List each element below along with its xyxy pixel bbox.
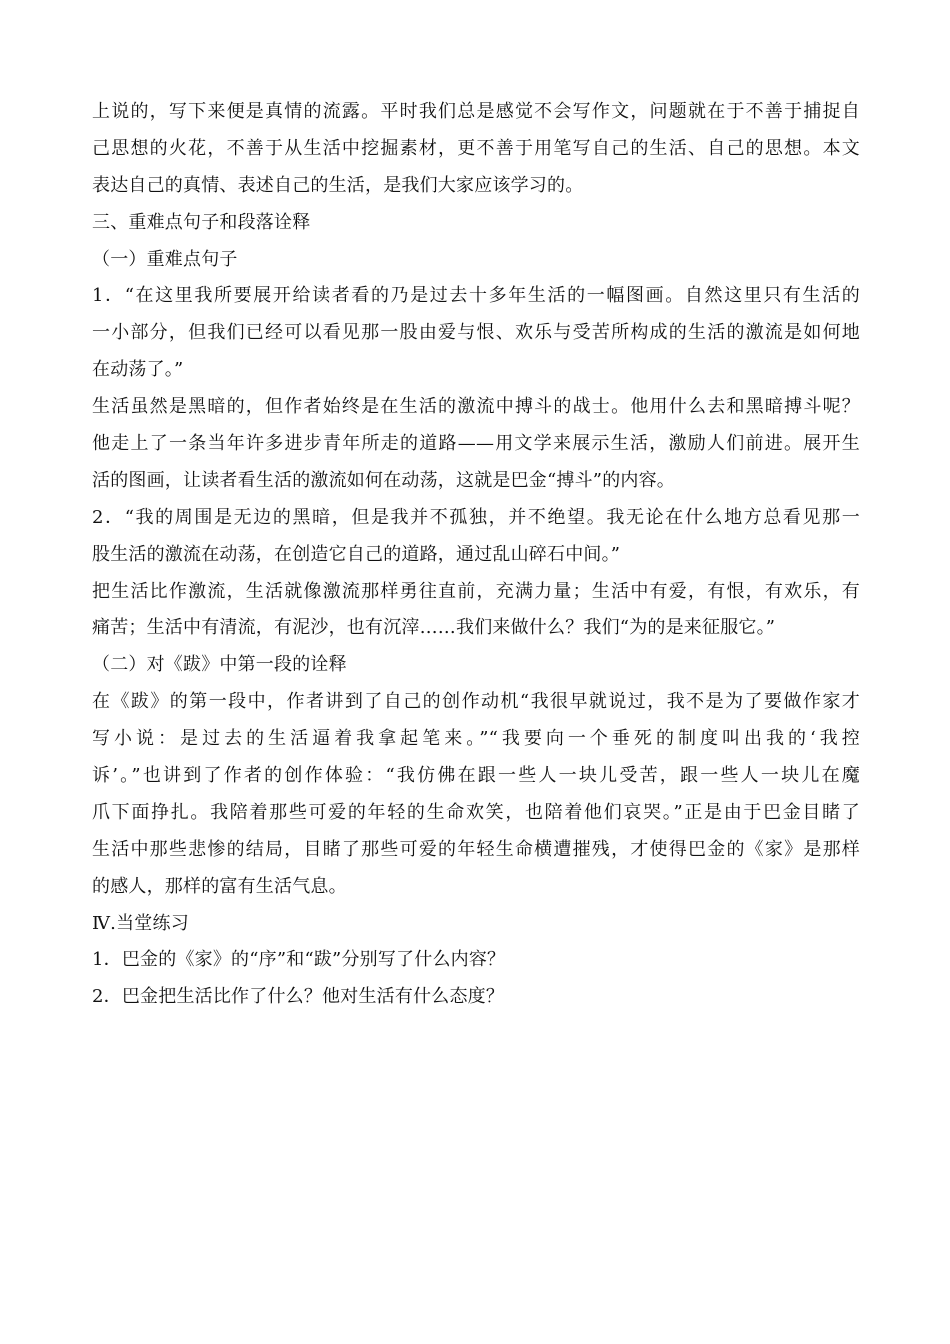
paragraph-line: 把生活比作激流，生活就像激流那样勇往直前，充满力量；生活中有爱，有恨，有欢乐，有 (92, 580, 860, 602)
paragraph-line: 爪下面挣扎。我陪着那些可爱的年轻的生命欢笑，也陪着他们哀哭。”正是由于巴金目睹了 (92, 801, 860, 823)
paragraph-line: 表达自己的真情、表述自己的生活，是我们大家应该学习的。 (92, 174, 584, 196)
subsection-heading: （一）重难点句子 (92, 248, 238, 270)
quote-line: 2．“我的周围是无边的黑暗，但是我并不孤独，并不绝望。我无论在什么地方总看见那一 (92, 506, 860, 528)
exercise-question: 1．巴金的《家》的“序”和“跋”分别写了什么内容？ (92, 949, 506, 971)
quote-line: 一小部分，但我们已经可以看见那一股由爱与恨、欢乐与受苦所构成的生活的激流是如何地 (92, 322, 860, 344)
section-heading: Ⅳ.当堂练习 (92, 912, 189, 934)
document-page (92, 99, 860, 1021)
paragraph-line: 己思想的火花，不善于从生活中挖掘素材，更不善于用笔写自己的生活、自己的思想。本文 (92, 137, 860, 159)
subsection-heading: （二）对《跋》中第一段的诠释 (92, 654, 347, 676)
quote-line: 股生活的激流在动荡，在创造它自己的道路，通过乱山碎石中间。” (92, 543, 621, 565)
paragraph-line: 上说的，写下来便是真情的流露。平时我们总是感觉不会写作文，问题就在于不善于捕捉自 (92, 101, 860, 122)
paragraph-line: 诉’。”也讲到了作者的创作体验：“我仿佛在跟一些人一块儿受苦，跟一些人一块儿在魔 (92, 765, 860, 787)
quote-line: 在动荡了。” (92, 359, 184, 381)
section-heading: 三、重难点句子和段落诠释 (92, 211, 311, 233)
paragraph-line: 写小说：是过去的生活逼着我拿起笔来。”“我要向一个垂死的制度叫出我的‘我控 (92, 728, 860, 750)
paragraph-line: 活的图画，让读者看生活的激流如何在动荡，这就是巴金“搏斗”的内容。 (92, 469, 676, 491)
paragraph-line: 生活虽然是黑暗的，但作者始终是在生活的激流中搏斗的战士。他用什么去和黑暗搏斗呢？ (92, 396, 860, 418)
exercise-question: 2．巴金把生活比作了什么？他对生活有什么态度？ (92, 986, 505, 1008)
paragraph-line: 的感人，那样的富有生活气息。 (92, 875, 347, 897)
paragraph-line: 生活中那些悲惨的结局，目睹了那些可爱的年轻生命横遭摧残，才使得巴金的《家》是那样 (92, 838, 860, 860)
paragraph-line: 在《跋》的第一段中，作者讲到了自己的创作动机“我很早就说过，我不是为了要做作家才 (92, 691, 860, 713)
quote-line: 1．“在这里我所要展开给读者看的乃是过去十多年生活的一幅图画。自然这里只有生活的 (92, 285, 860, 307)
paragraph-line: 他走上了一条当年许多进步青年所走的道路——用文学来展示生活，激励人们前进。展开生 (92, 433, 860, 455)
paragraph-line: 痛苦；生活中有清流，有泥沙，也有沉滓……我们来做什么？我们“为的是来征服它。” (92, 617, 776, 639)
